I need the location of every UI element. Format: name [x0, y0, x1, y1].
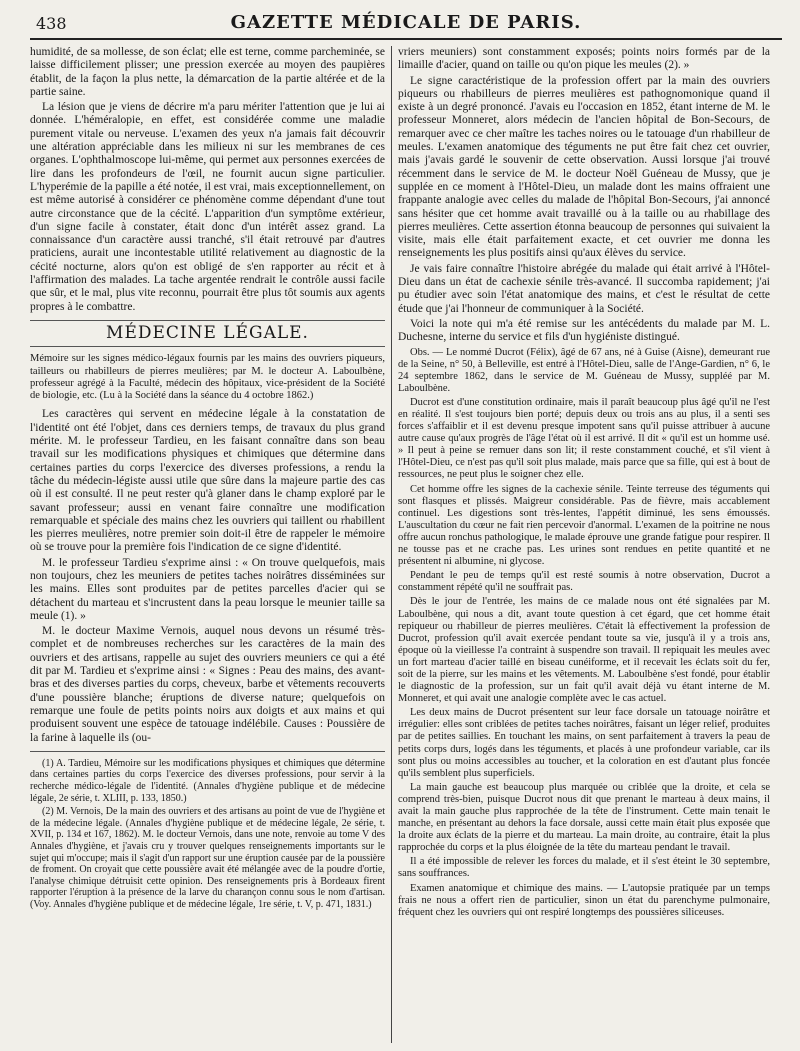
footnote: (1) A. Tardieu, Mémoire sur les modifications physiques et chimiques que détermine dans certaines parties du corps l'exercice des diverses professions, pour servir à la recherche médico-légale de l'identité. (Annales d'hygiène publique et de médecine légale, 2e série, t. XLIII, p. 133, 1850.): [30, 757, 385, 804]
paragraph: Les caractères qui servent en médecine légale à la constatation de l'identité ont été l'objet, dans ces derniers temps, de travaux du plus grand mérite. M. le professeur Tardieu, en les faisant connaître dans son beau travail sur les modifications physiques et chimiques que détermine dans certaines parties du corps l'exercice des diverses professions, a rendu la tâche du médecin-légiste aussi utile que sûre dans la majeure partie des cas où il est consulté. Il ne peut rester qu'à glaner dans le champ exploré par le savant professeur; aussi en venant faire connaître une modification remarquable et spéciale des mains chez les ouvriers qui taillent ou rhabillent les pierres meulières, notre premier soin doit-il être de rappeler le mémoire où se trouve pour la première fois l'indication de ce signe d'identité.: [30, 408, 385, 554]
paragraph: La lésion que je viens de décrire m'a paru mériter l'attention que je lui ai donnée. L'héméralopie, en effet, est considérée comme une maladie purement vitale ou nerveuse. L'examen des yeux n'a jamais fait découvrir une altération appréciable dans les milieux ni sur les membranes de ces organes. L'ophthalmoscope lui-même, qui permet aux personnes exercées de lire dans les profondeurs de l'œil, ne fournit aucun signe particulier. L'hyperémie de la papille a été notée, il est vrai, mais exceptionnellement, on est même autorisé à considérer ce phénomène comme dépendant d'une tout autre circonstance que de la cécité. L'apparition d'un symptôme extérieur, d'un signe facile à constater, était donc d'un intérêt assez grand. La connaissance d'un caractère aussi tranché, s'il était retrouvé par d'autres praticiens, aurait une incontestable utilité relativement au diagnostic de la cécité nocturne, alors qu'on est obligé de s'en rapporter au récit et à l'affirmation des malades. La tache argentée rendrait le contrôle aussi facile que sûr, et le mal, plus vite reconnu, pourrait être plus tôt soumis aux agents propres à le combattre.: [30, 101, 385, 313]
observation-paragraph: Pendant le peu de temps qu'il est resté soumis à notre observation, Ducrot a constamment répété qu'il ne souffrait pas.: [398, 570, 770, 594]
paragraph: humidité, de sa mollesse, de son éclat; elle est terne, comme parcheminée, se laisse difficilement plisser; une pression exercée au moyen des paupières établit, de la façon la plus nette, la démarcation de la partie altérée et de la partie saine.: [30, 46, 385, 98]
page-number: 438: [36, 14, 67, 33]
paragraph: Le signe caractéristique de la profession offert par la main des ouvriers piqueurs ou rhabilleurs de pierres meulières est pathognomonique quand il existe à un degré prononcé. J'avais eu l'occasion en 1852, étant interne de M. le professeur Monneret, alors médecin de l'ancien hôpital de Bon-Secours, de remarquer avec ce cher maître les taches noires ou le tatouage d'un rhabilleur de meules. L'examen anatomique des téguments ne put être fait chez cet ouvrier, mais j'avais gardé le souvenir de cette observation. Aussi lorsque j'ai trouvé récemment dans le service de M. le docteur Noël Guéneau de Mussy, que je supplée en ce moment à l'Hôtel-Dieu, un malade dont les mains offraient une frappante analogie avec celles du malade de l'hôpital Bon-Secours, j'ai annoncé sans hésiter que cet homme avait travaillé ou à la taille ou au rhabillage des pierres meulières. Cette assertion étonna beaucoup de personnes qui suivaient la visite, mais elle était parfaitement exacte, et cet ouvrier me donna les renseignements les plus positifs ainsi qu'aux élèves du service.: [398, 74, 770, 260]
paragraph: Voici la note qui m'a été remise sur les antécédents du malade par M. L. Duchesne, interne du service et fils d'un hygiéniste distingué.: [398, 317, 770, 344]
memoir-heading: Mémoire sur les signes médico-légaux fournis par les mains des ouvriers piqueurs, tailleurs ou rhabilleurs de pierres meulières; par M. le docteur A. Laboulbène, professeur agrégé à la Faculté, médecin des hôpitaux, vice-président de la Société de biologie, etc. (Lu à la Société dans la séance du 4 octobre 1862.): [30, 353, 385, 402]
observation-paragraph: Obs. — Le nommé Ducrot (Félix), âgé de 67 ans, né à Guise (Aisne), demeurant rue de la Seine, n° 50, à Belleville, est entré à l'Hôtel-Dieu, salle de l'Ange-Gardien, n° 6, le 24 septembre 1862, dans le service de M. Guéneau de Mussy, suppléé par M. Laboulbène.: [398, 346, 770, 394]
left-column: [30, 46, 385, 1043]
paragraph: Je vais faire connaître l'histoire abrégée du malade qui était arrivé à l'Hôtel-Dieu dans un état de cachexie sénile très-avancé. Il succomba rapidement; j'ai pu étudier avec soin l'état anatomique des mains, et c'est le résultat de cette étude que j'ai l'honneur de communiquer à la Société.: [398, 262, 770, 315]
paragraph: M. le docteur Maxime Vernois, auquel nous devons un résumé très-complet et de nombreuses recherches sur les caractères de la main des ouvriers et des artisans, rappelle au sujet des ouvriers meuniers ce qui a été dit par M. Tardieu et s'exprime ainsi : « Signes : Peau des mains, des avant-bras et des diverses parties du corps, cheveux, barbe et vêtements recouverts d'une poussière blanche; éruptions de diverse nature; quelquefois on remarque une foule de petits points noirs aux doigts et aux mains et qui produisent souvent une espèce de tatouage indélébile. Causes : Poussière de la farine à laquelle ils (ou-: [30, 625, 385, 744]
observation-paragraph: Les deux mains de Ducrot présentent sur leur face dorsale un tatouage noirâtre et irrégulier: elles sont criblées de petites taches noirâtres, faisant un léger relief, produites par de petites saillies. En touchant les mains, on sent parfaitement à travers la peau de petits corps durs, logés dans les téguments, et placés à une profondeur variable, car ils sont plus ou moins accessibles au toucher, et la coloration en est d'autant plus foncée qu'ils semblent plus superficiels.: [398, 707, 770, 779]
observation-paragraph: Ducrot est d'une constitution ordinaire, mais il paraît beaucoup plus âgé qu'il ne l'est en réalité. Il s'est toujours bien porté; depuis deux ou trois ans au plus, il a senti ses forces s'affaiblir et il est devenu presque impotent sans qu'il puisse attribuer à aucune autre cause qu'aux progrès de l'âge l'état où il est arrivé. Il dit « qu'il est un homme usé. » Il peut à peine se remuer dans son lit; il reste constamment couché, et s'il vient à l'Hôtel-Dieu, ce n'est pas qu'il soit plus malade, mais parce que sa fille, qui est à bout de ressources, ne peut plus le soigner chez elle.: [398, 396, 770, 481]
observation-paragraph: La main gauche est beaucoup plus marquée ou criblée que la droite, et cela se comprend très-bien, puisque Ducrot nous dit que prenant le marteau à deux mains, il avait la main gauche plus rapprochée de la tête de l'instrument. Cette main tenait le manche, en présentant au dehors la face dorsale, aussi cette main était plus exposée que la droite aux éclats de la pierre et du marteau. La main droite, au contraire, était la plus rapprochée du corps et la plus éloignée de la tête du marteau pendant le travail.: [398, 781, 770, 854]
footnote: (2) M. Vernois, De la main des ouvriers et des artisans au point de vue de l'hygiène et de la médecine légale. (Annales d'hygiène publique et de médecine légale, 2e série, t. XVII, p. 134 et 167, 1862). M. le docteur Vernois, dans une note, renvoie au tome V des Annales d'hygiène, et j'avais cru y trouver quelques renseignements importants sur le sujet qui m'occupe; mais il s'agit d'un rapport sur une éruption causée par de la poussière de froment. On croyait que cette poussière avait été mélangée avec de la poudre d'ortie, l'analyse chimique détruisit cette opinion. Des renseignements pris à Bordeaux firent rapporter l'éruption à la présence de la larve du charançon connu sous le nom d'artisan. (Voy. Annales d'hygiène publique et de médecine légale, 1re série, t. V, p. 471, 1831.): [30, 806, 385, 910]
observation-paragraph: Il a été impossible de relever les forces du malade, et il s'est éteint le 30 septembre, sans souffrances.: [398, 856, 770, 880]
section-rule: [30, 320, 385, 321]
section-rule: [30, 346, 385, 347]
paragraph: M. le professeur Tardieu s'exprime ainsi : « On trouve quelquefois, mais non toujours, chez les meuniers de petites taches noirâtres disséminées sur les mains. Elles sont produites par de petites parcelles d'acier qui se détachent du marteau et s'incrustent dans la peau lorsque le meunier taille sa meule (1). »: [30, 556, 385, 622]
observation-paragraph: Cet homme offre les signes de la cachexie sénile. Teinte terreuse des téguments qui sont flasques et plissés. Maigreur considérable. Pas de fièvre, mais accablement continuel. Les digestions sont très-lentes, l'appétit diminué, les sens émoussés. L'auscultation du cœur ne fait rien percevoir d'anormal. L'examen de la poitrine ne nous offre aucun ronchus pathologique, le malade éprouve une grande fatigue pour respirer. Il ne tousse pas et ne crache pas. Les urines sont rendues en petite quantité et ne présentent ni albumine, ni glycose.: [398, 483, 770, 568]
column-divider: [391, 46, 392, 1043]
footnote-rule: [30, 751, 385, 752]
observation-paragraph: Dès le jour de l'entrée, les mains de ce malade nous ont été signalées par M. Laboulbène, qui nous a dit, avant toute question à cet égard, que cet homme était repiqueur ou rhabilleur de pierres meulières. C'était là effectivement la profession de Ducrot, profession qu'il avait exercée pendant toute sa vie, jusqu'à il y a trois ans, époque où la vieillesse l'a contraint à suspendre son travail. Il repiquait les meules avec un fort marteau d'acier taillé en biseau cunéiforme, et il recevait les éclats soit du fer, soit de la pierre, sur les mains et les vêtements. M. Laboulbène s'est fondé, pour établir le diagnostic de la profession, sur un fait qu'il avait déjà vu étant interne de M. Monneret, et qui avait une analogie complète avec le cas actuel.: [398, 596, 770, 705]
journal-title: GAZETTE MÉDICALE DE PARIS.: [230, 12, 582, 33]
section-title: MÉDECINE LÉGALE.: [106, 322, 309, 343]
right-column: [398, 46, 770, 1043]
page-header: [30, 12, 782, 40]
paragraph: vriers meuniers) sont constamment exposés; points noirs formés par de la limaille d'acier, quand on taille ou qu'on pique les meules (2). »: [398, 46, 770, 72]
exam-paragraph: Examen anatomique et chimique des mains. — L'autopsie pratiquée par un temps frais ne nous a offert rien de particulier, sinon un état du parenchyme pulmonaire, fréquent chez les ouvriers qui ont respiré longtemps des poussières siliceuses.: [398, 882, 770, 918]
